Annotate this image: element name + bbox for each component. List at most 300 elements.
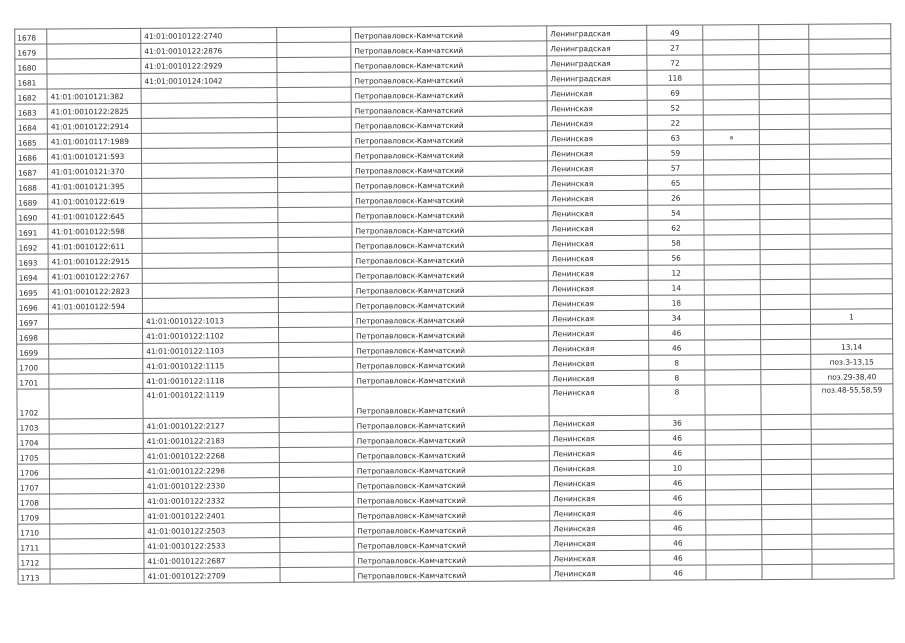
street-cell: Ленинская <box>548 190 648 206</box>
empty-cell <box>761 474 811 489</box>
house-number-cell: 46 <box>649 430 705 445</box>
cadastral-number-b <box>141 103 277 119</box>
empty-cell <box>280 522 354 537</box>
empty-cell <box>278 267 352 282</box>
empty-cell <box>759 84 809 99</box>
premises-cell <box>809 144 891 160</box>
empty-cell <box>278 282 352 297</box>
house-number-cell: 54 <box>648 205 704 220</box>
empty-cell <box>277 57 351 72</box>
cadastral-number-a: 41:01:0010121:395 <box>48 178 142 194</box>
house-number-cell: 46 <box>649 325 705 340</box>
street-cell: Ленинская <box>549 415 649 431</box>
empty-cell <box>279 477 353 492</box>
building-letter-cell <box>704 160 760 175</box>
premises-cell <box>811 324 893 340</box>
empty-cell <box>278 312 352 327</box>
empty-cell <box>759 69 809 84</box>
house-number-cell: 65 <box>648 175 704 190</box>
empty-cell <box>761 459 811 474</box>
house-number-cell: 8 <box>649 355 705 370</box>
cadastral-number-a: 41:01:0010121:370 <box>48 163 142 179</box>
house-number-cell: 46 <box>650 520 706 535</box>
empty-cell <box>280 567 354 582</box>
street-cell: Ленинская <box>549 430 649 446</box>
city-cell: Петропавловск-Камчатский <box>352 266 548 282</box>
empty-cell <box>277 102 351 117</box>
building-letter-cell <box>704 205 760 220</box>
empty-cell <box>280 507 354 522</box>
street-cell: Ленинская <box>548 220 648 236</box>
empty-cell <box>759 114 809 129</box>
cadastral-number-a <box>49 358 143 374</box>
city-cell: Петропавловск-Камчатский <box>352 221 548 237</box>
house-number-cell: 69 <box>647 85 703 100</box>
premises-cell <box>810 189 892 205</box>
premises-cell: 13,14 <box>811 339 893 355</box>
building-letter-cell <box>703 25 759 40</box>
empty-cell <box>762 519 812 534</box>
building-letter-cell <box>703 40 759 55</box>
cadastral-number-b <box>142 238 278 254</box>
house-number-cell: 62 <box>648 220 704 235</box>
street-cell: Ленинская <box>550 535 650 551</box>
house-number-cell: 26 <box>648 190 704 205</box>
row-number: 1692 <box>16 239 48 254</box>
cadastral-number-a <box>49 478 143 494</box>
cadastral-number-a: 41:01:0010122:611 <box>48 238 142 254</box>
empty-cell <box>760 204 810 219</box>
city-cell: Петропавловск-Камчатский <box>352 176 548 192</box>
row-number: 1686 <box>15 149 47 164</box>
empty-cell <box>760 249 810 264</box>
empty-cell <box>277 132 351 147</box>
empty-cell <box>759 129 809 144</box>
street-cell: Ленинская <box>550 550 650 566</box>
city-cell: Петропавловск-Камчатский <box>354 536 550 552</box>
house-number-cell: 10 <box>649 460 705 475</box>
house-number-cell: 63 <box>647 130 703 145</box>
cadastral-number-a <box>49 328 143 344</box>
row-number: 1698 <box>17 329 49 344</box>
cadastral-number-b <box>141 148 277 164</box>
building-letter-cell <box>706 520 762 535</box>
cadastral-number-a <box>48 313 142 329</box>
table-body <box>15 24 894 584</box>
row-number: 1713 <box>18 569 50 584</box>
cadastral-number-a <box>47 73 141 89</box>
city-cell: Петропавловск-Камчатский <box>353 356 549 372</box>
cadastral-number-b <box>141 133 277 149</box>
house-number-cell: 58 <box>648 235 704 250</box>
empty-cell <box>279 432 353 447</box>
empty-cell <box>761 324 811 339</box>
empty-cell <box>278 162 352 177</box>
row-number: 1680 <box>15 59 47 74</box>
house-number-cell: 46 <box>649 340 705 355</box>
cadastral-number-b <box>141 88 277 104</box>
building-letter-cell <box>704 235 760 250</box>
cadastral-number-b: 41:01:0010122:1013 <box>142 313 278 329</box>
empty-cell <box>762 534 812 549</box>
city-cell: Петропавловск-Камчатский <box>353 341 549 357</box>
cadastral-number-a: 41:01:0010122:2915 <box>48 253 142 269</box>
house-number-cell: 59 <box>647 145 703 160</box>
empty-cell <box>760 159 810 174</box>
building-letter-cell <box>705 460 761 475</box>
empty-cell <box>279 372 353 387</box>
house-number-cell: 18 <box>648 295 704 310</box>
premises-cell <box>809 84 891 100</box>
row-number: 1682 <box>15 89 47 104</box>
empty-cell <box>277 72 351 87</box>
street-cell: Ленинская <box>549 475 649 491</box>
house-number-cell: 12 <box>648 265 704 280</box>
row-number: 1690 <box>16 209 48 224</box>
row-number: 1707 <box>17 479 49 494</box>
cadastral-number-b: 41:01:0010122:2533 <box>144 538 280 554</box>
street-cell: Ленинская <box>547 100 647 116</box>
building-letter-cell <box>703 85 759 100</box>
house-number-cell: 46 <box>650 535 706 550</box>
house-number-cell: 46 <box>649 445 705 460</box>
building-letter-cell <box>706 535 762 550</box>
empty-cell <box>760 264 810 279</box>
building-letter-cell <box>705 475 761 490</box>
premises-cell <box>810 159 892 175</box>
row-number: 1699 <box>17 344 49 359</box>
premises-cell: поз.3-13,15 <box>811 354 893 370</box>
house-number-cell: 27 <box>647 40 703 55</box>
empty-cell <box>759 144 809 159</box>
row-number: 1679 <box>15 44 47 59</box>
row-number: 1681 <box>15 74 47 89</box>
street-cell: Ленинская <box>550 505 650 521</box>
empty-cell <box>277 87 351 102</box>
street-cell: Ленинская <box>549 385 649 416</box>
cadastral-number-b <box>142 268 278 284</box>
empty-cell <box>277 147 351 162</box>
cadastral-number-a: 41:01:0010117:1989 <box>47 133 141 149</box>
empty-cell <box>278 192 352 207</box>
empty-cell <box>762 489 812 504</box>
building-letter-cell <box>704 310 760 325</box>
city-cell: Петропавловск-Камчатский <box>353 461 549 477</box>
empty-cell <box>278 252 352 267</box>
row-number: 1694 <box>16 269 48 284</box>
empty-cell <box>278 177 352 192</box>
street-cell: Ленинградская <box>547 25 647 41</box>
row-number: 1693 <box>16 254 48 269</box>
city-cell: Петропавловск-Камчатский <box>352 161 548 177</box>
empty-cell <box>760 174 810 189</box>
cadastral-number-b: 41:01:0010122:1115 <box>143 358 279 374</box>
street-cell: Ленинградская <box>547 55 647 71</box>
street-cell: Ленинградская <box>547 70 647 86</box>
empty-cell <box>280 552 354 567</box>
building-letter-cell <box>705 325 761 340</box>
premises-cell <box>810 234 892 250</box>
house-number-cell: 46 <box>650 505 706 520</box>
empty-cell <box>762 549 812 564</box>
building-letter-cell <box>705 355 761 370</box>
register-table <box>14 23 894 584</box>
premises-cell <box>810 279 892 295</box>
row-number: 1683 <box>15 104 47 119</box>
city-cell: Петропавловск-Камчатский <box>352 311 548 327</box>
row-number: 1709 <box>18 509 50 524</box>
building-letter-cell <box>704 280 760 295</box>
street-cell: Ленинская <box>549 370 649 386</box>
cadastral-number-b <box>142 253 278 269</box>
street-cell: Ленинская <box>548 160 648 176</box>
empty-cell <box>278 237 352 252</box>
premises-cell <box>809 99 891 115</box>
row-number: 1687 <box>16 164 48 179</box>
city-cell: Петропавловск-Камчатский <box>351 146 547 162</box>
city-cell: Петропавловск-Камчатский <box>354 506 550 522</box>
building-letter-cell <box>704 175 760 190</box>
empty-cell <box>279 387 353 417</box>
building-letter-cell <box>703 70 759 85</box>
building-letter-cell <box>706 505 762 520</box>
house-number-cell: 72 <box>647 55 703 70</box>
cadastral-number-a: 41:01:0010122:594 <box>48 298 142 314</box>
house-number-cell: 22 <box>647 115 703 130</box>
city-cell: Петропавловск-Камчатский <box>351 131 547 147</box>
premises-cell: поз.48-55,58,59 <box>811 384 893 415</box>
cadastral-number-a <box>50 553 144 569</box>
row-number: 1704 <box>17 434 49 449</box>
city-cell: Петропавловск-Камчатский <box>351 26 547 42</box>
premises-cell <box>809 69 891 85</box>
street-cell: Ленинская <box>548 235 648 251</box>
street-cell: Ленинская <box>548 310 648 326</box>
cadastral-number-a <box>47 28 141 44</box>
building-letter-cell <box>704 265 760 280</box>
house-number-cell: 118 <box>647 70 703 85</box>
empty-cell <box>761 339 811 354</box>
cadastral-number-b <box>142 298 278 314</box>
premises-cell <box>811 444 893 460</box>
row-number: 1702 <box>17 389 49 419</box>
building-letter-cell <box>703 115 759 130</box>
row-number: 1701 <box>17 374 49 389</box>
premises-cell <box>812 519 894 535</box>
cadastral-number-b: 41:01:0010122:2298 <box>143 463 279 479</box>
street-cell: Ленинская <box>547 130 647 146</box>
street-cell: Ленинская <box>548 295 648 311</box>
building-letter-cell <box>704 190 760 205</box>
cadastral-number-b: 41:01:0010122:2503 <box>144 523 280 539</box>
cadastral-number-a <box>50 508 144 524</box>
empty-cell <box>759 99 809 114</box>
house-number-cell: 52 <box>647 100 703 115</box>
row-number: 1708 <box>18 494 50 509</box>
city-cell: Петропавловск-Камчатский <box>353 371 549 387</box>
cadastral-number-b <box>141 118 277 134</box>
cadastral-number-a <box>49 343 143 359</box>
premises-cell <box>811 459 893 475</box>
premises-cell <box>809 114 891 130</box>
street-cell: Ленинская <box>550 490 650 506</box>
cadastral-number-b: 41:01:0010122:2127 <box>143 418 279 434</box>
cadastral-number-a: 41:01:0010122:2767 <box>48 268 142 284</box>
empty-cell <box>279 462 353 477</box>
building-letter-cell <box>706 490 762 505</box>
house-number-cell: 36 <box>649 415 705 430</box>
cadastral-number-b <box>142 283 278 299</box>
empty-cell <box>277 27 351 42</box>
cadastral-number-a: 41:01:0010121:382 <box>47 88 141 104</box>
empty-cell <box>277 117 351 132</box>
street-cell: Ленинская <box>549 460 649 476</box>
city-cell: Петропавловск-Камчатский <box>351 116 547 132</box>
street-cell: Ленинская <box>548 250 648 266</box>
row-number: 1712 <box>18 554 50 569</box>
building-letter-cell <box>703 55 759 70</box>
building-letter-cell <box>705 340 761 355</box>
row-number: 1688 <box>16 179 48 194</box>
city-cell: Петропавловск-Камчатский <box>351 101 547 117</box>
empty-cell <box>761 369 811 384</box>
cadastral-number-b: 41:01:0010122:2740 <box>141 28 277 44</box>
house-number-cell: 46 <box>650 550 706 565</box>
premises-cell: 1 <box>810 309 892 325</box>
cadastral-number-b: 41:01:0010122:2401 <box>144 508 280 524</box>
empty-cell <box>760 309 810 324</box>
premises-cell <box>811 429 893 445</box>
row-number: 1700 <box>17 359 49 374</box>
street-cell: Ленинская <box>548 205 648 221</box>
empty-cell <box>279 342 353 357</box>
city-cell: Петропавловск-Камчатский <box>351 71 547 87</box>
row-number: 1689 <box>16 194 48 209</box>
cadastral-number-b: 41:01:0010122:2709 <box>144 568 280 584</box>
premises-cell <box>811 414 893 430</box>
premises-cell <box>810 174 892 190</box>
cadastral-number-b: 41:01:0010122:1118 <box>143 373 279 389</box>
row-number: 1696 <box>16 299 48 314</box>
empty-cell <box>759 39 809 54</box>
building-letter-cell <box>705 445 761 460</box>
cadastral-number-b: 41:01:0010122:2929 <box>141 58 277 74</box>
city-cell: Петропавловск-Камчатский <box>354 491 550 507</box>
cadastral-number-b: 41:01:0010122:2876 <box>141 43 277 59</box>
empty-cell <box>277 42 351 57</box>
empty-cell <box>279 417 353 432</box>
premises-cell <box>810 264 892 280</box>
street-cell: Ленинская <box>549 445 649 461</box>
empty-cell <box>762 564 812 579</box>
building-letter-cell: а <box>703 130 759 145</box>
city-cell: Петропавловск-Камчатский <box>353 476 549 492</box>
empty-cell <box>279 447 353 462</box>
building-letter-cell <box>705 370 761 385</box>
empty-cell <box>761 429 811 444</box>
street-cell: Ленинская <box>549 355 649 371</box>
street-cell: Ленинская <box>548 175 648 191</box>
street-cell: Ленинская <box>550 565 650 581</box>
city-cell: Петропавловск-Камчатский <box>354 521 550 537</box>
row-number: 1695 <box>16 284 48 299</box>
premises-cell <box>810 249 892 265</box>
empty-cell <box>279 327 353 342</box>
building-letter-cell <box>703 145 759 160</box>
street-cell: Ленинградская <box>547 40 647 56</box>
cadastral-number-a <box>49 448 143 464</box>
premises-cell <box>810 294 892 310</box>
cadastral-number-a <box>50 568 144 584</box>
building-letter-cell <box>706 565 762 580</box>
cadastral-number-a: 41:01:0010122:645 <box>48 208 142 224</box>
cadastral-number-a: 41:01:0010122:598 <box>48 223 142 239</box>
city-cell: Петропавловск-Камчатский <box>354 551 550 567</box>
premises-cell <box>812 534 894 550</box>
cadastral-number-b: 41:01:0010124:1042 <box>141 73 277 89</box>
building-letter-cell <box>704 220 760 235</box>
premises-cell <box>810 219 892 235</box>
city-cell: Петропавловск-Камчатский <box>351 86 547 102</box>
premises-cell <box>809 24 891 40</box>
cadastral-number-a: 41:01:0010122:2914 <box>47 118 141 134</box>
street-cell: Ленинская <box>549 325 649 341</box>
city-cell: Петропавловск-Камчатский <box>353 386 549 417</box>
building-letter-cell <box>704 295 760 310</box>
cadastral-number-b <box>142 223 278 239</box>
premises-cell <box>809 54 891 70</box>
cadastral-number-b: 41:01:0010122:2330 <box>143 478 279 494</box>
premises-cell <box>812 564 894 580</box>
building-letter-cell <box>705 430 761 445</box>
cadastral-number-a <box>50 538 144 554</box>
empty-cell <box>759 54 809 69</box>
row-number: 1691 <box>16 224 48 239</box>
cadastral-number-b: 41:01:0010122:1103 <box>143 343 279 359</box>
city-cell: Петропавловск-Камчатский <box>353 431 549 447</box>
row-number: 1697 <box>16 314 48 329</box>
cadastral-number-a <box>49 373 143 389</box>
empty-cell <box>280 492 354 507</box>
cadastral-number-a <box>50 493 144 509</box>
empty-cell <box>761 414 811 429</box>
city-cell: Петропавловск-Камчатский <box>352 296 548 312</box>
premises-cell: поз.29-38,40 <box>811 369 893 385</box>
empty-cell <box>761 354 811 369</box>
house-number-cell: 8 <box>649 370 705 385</box>
empty-cell <box>278 297 352 312</box>
street-cell: Ленинская <box>548 280 648 296</box>
cadastral-number-b: 41:01:0010122:1102 <box>143 328 279 344</box>
empty-cell <box>280 537 354 552</box>
empty-cell <box>760 234 810 249</box>
house-number-cell: 49 <box>647 25 703 40</box>
house-number-cell: 46 <box>650 565 706 580</box>
cadastral-number-b <box>142 178 278 194</box>
row-number: 1678 <box>15 29 47 44</box>
row-number: 1705 <box>17 449 49 464</box>
city-cell: Петропавловск-Камчатский <box>353 416 549 432</box>
row-number: 1710 <box>18 524 50 539</box>
cadastral-number-b <box>142 193 278 209</box>
empty-cell <box>761 444 811 459</box>
empty-cell <box>760 294 810 309</box>
building-letter-cell <box>703 100 759 115</box>
empty-cell <box>760 189 810 204</box>
city-cell: Петропавловск-Камчатский <box>352 191 548 207</box>
house-number-cell: 46 <box>650 490 706 505</box>
premises-cell <box>812 489 894 505</box>
